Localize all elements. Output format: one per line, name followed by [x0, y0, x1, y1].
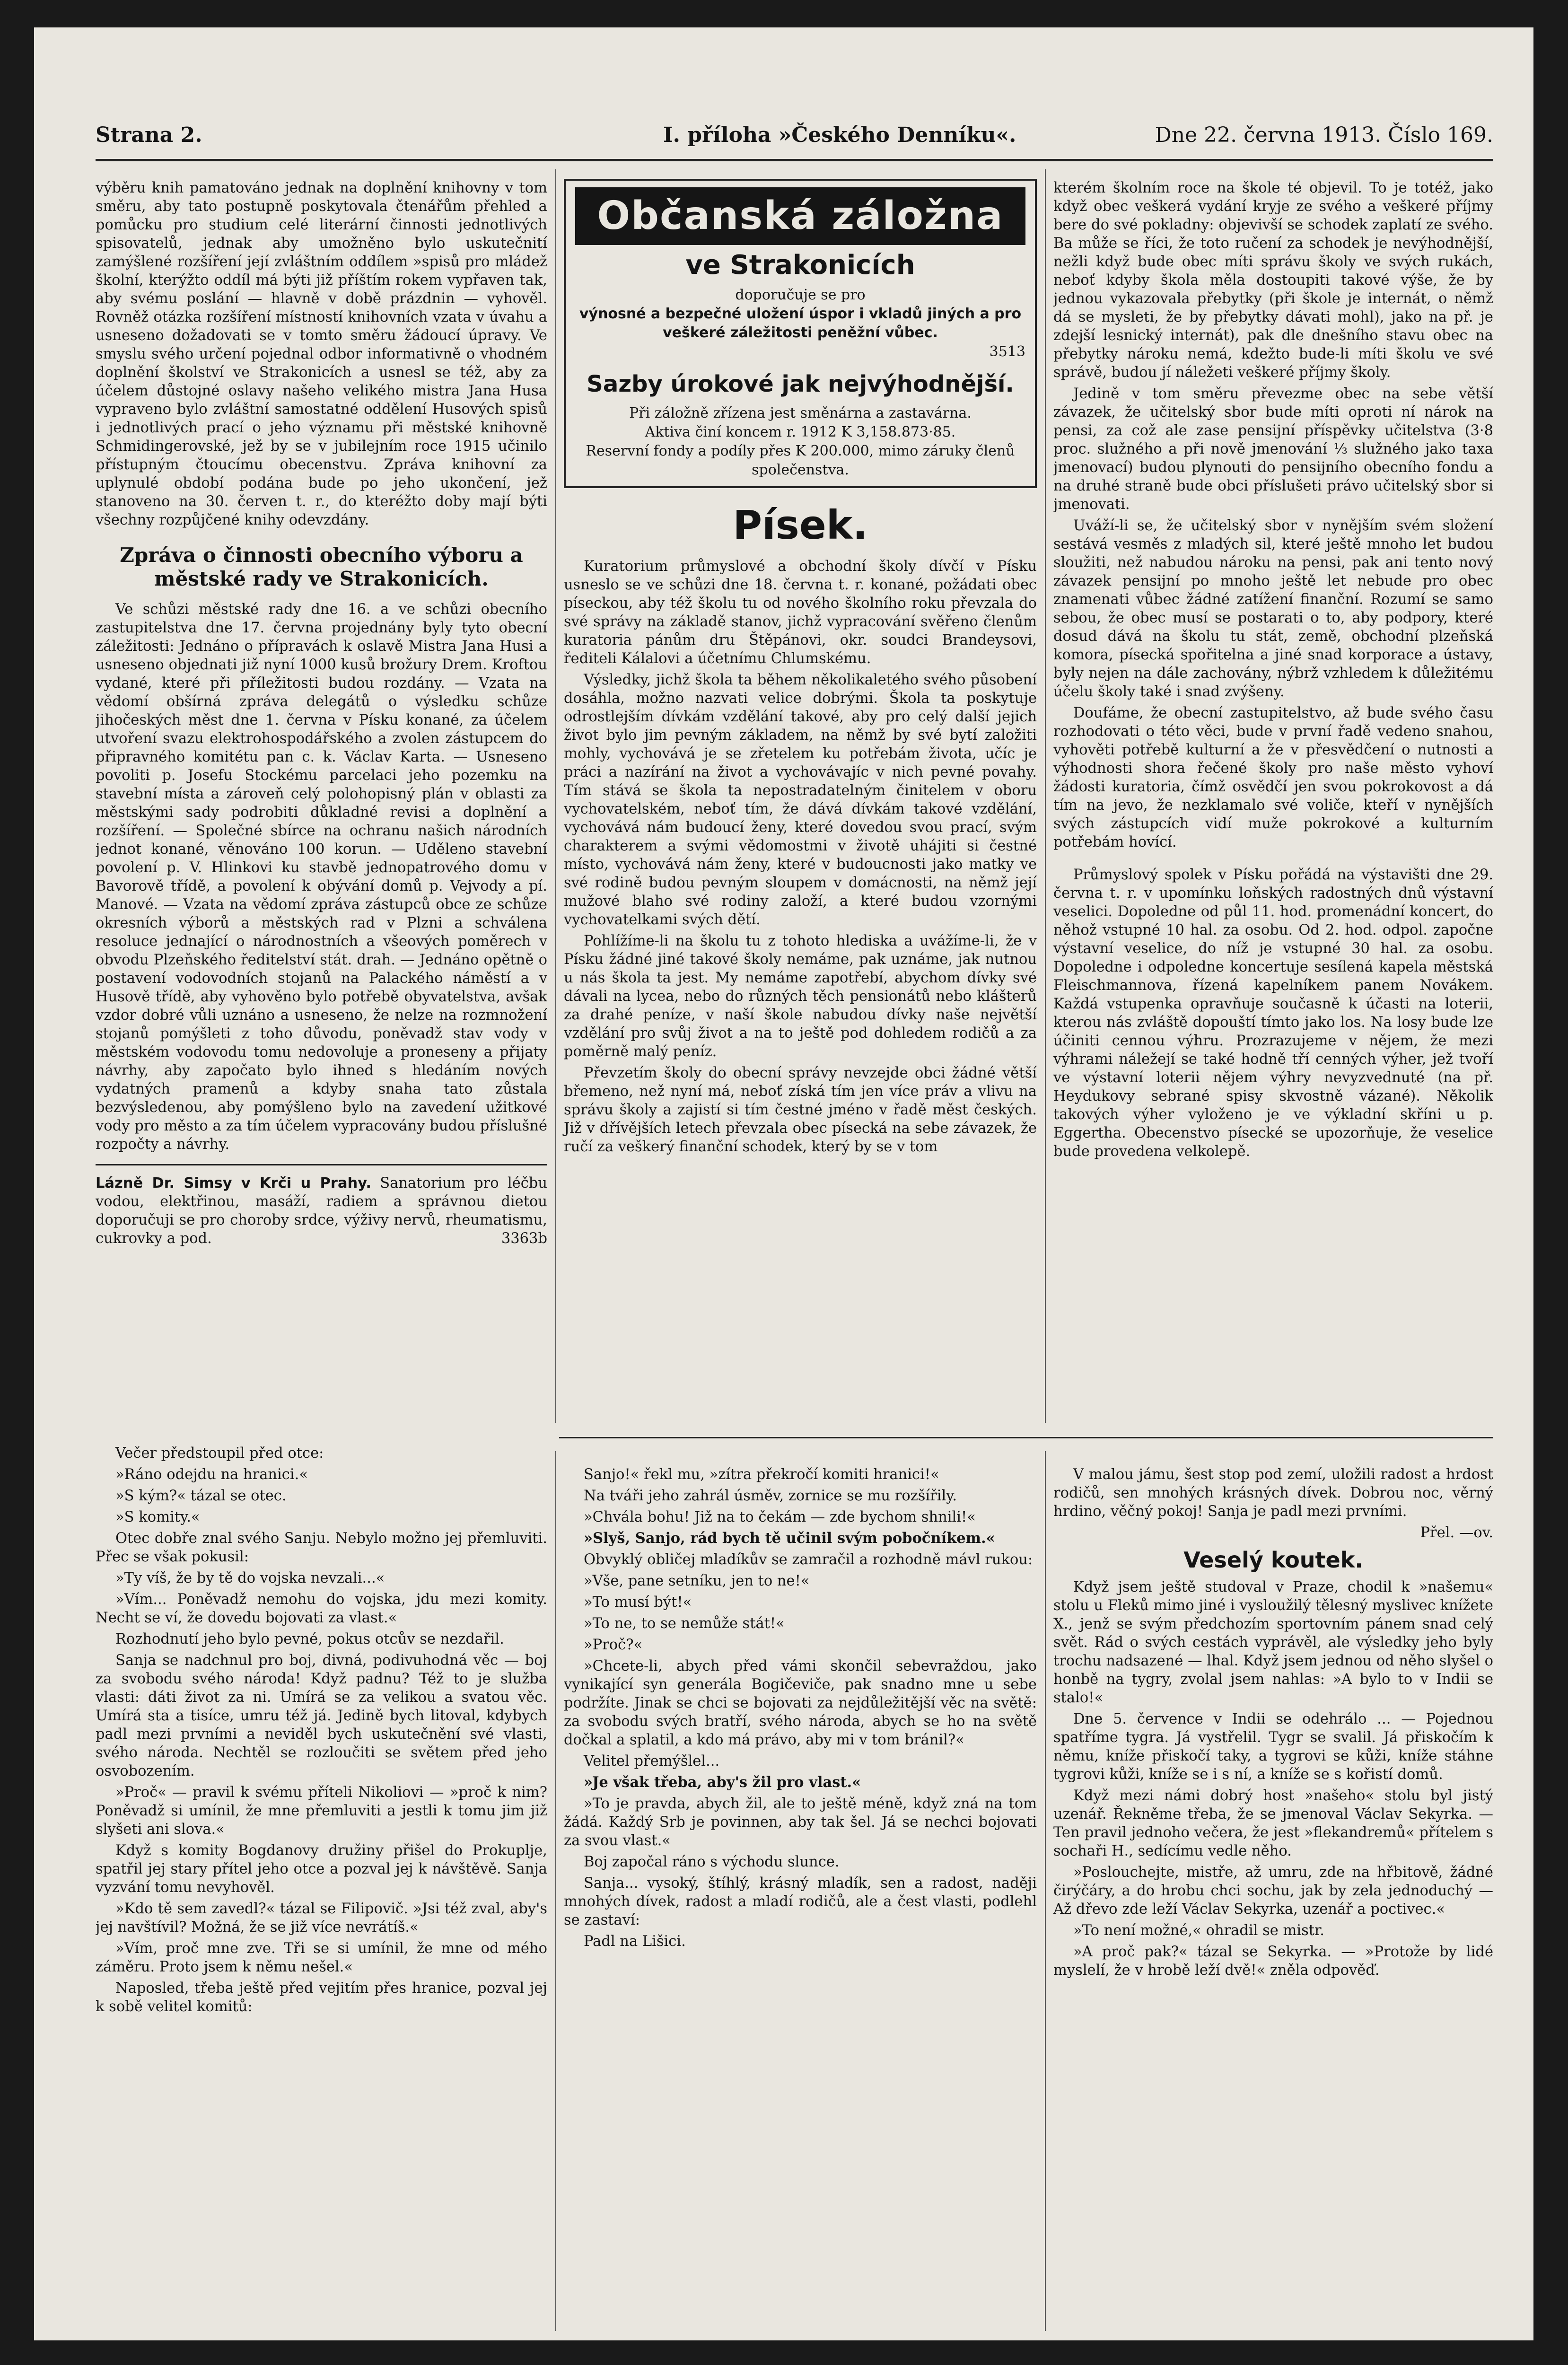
- page-number: Strana 2.: [96, 123, 202, 147]
- issue-date: Dne 22. června 1913. Číslo 169.: [1155, 123, 1493, 147]
- zalozna-ad-line: doporučuje se pro: [735, 287, 866, 303]
- zalozna-ad-subtitle: ve Strakonicích: [685, 250, 915, 280]
- anecdote-text: »Poslouchejte, mistře, až umru, zde na hřbitově, žádné čirýčáry, a do hrobu chci sochu, jak by zela jednoduchý — Až dřevo zde leží Václav Sekyrka, uzenář a poctivec.«: [1053, 1864, 1493, 1918]
- lazne-ad-code: 3363b: [501, 1230, 547, 1247]
- story-text: »Vše, pane setníku, jen to ne!«: [584, 1573, 810, 1589]
- story-text: Naposled, třeba ještě před vejitím přes hranice, pozval jej k sobě velitel komitů:: [96, 1980, 547, 2015]
- zalozna-ad: [564, 179, 1037, 488]
- story-text: »Chcete-li, abych před vámi skončil sebevraždou, jako vynikající syn generála Bogičeviče, pak snadno mne u sebe podržíte. Jinak se chci se bojovati za nejdůležitější věc na světě: za svobodu svých bratří, svého národa, abych se ho na světě dočkal a splatil, a kdo má právo, aby mi v tom bránil?«: [564, 1658, 1037, 1748]
- anecdote-text: »To není možné,« ohradil se mistr.: [1073, 1922, 1324, 1939]
- story-text: »Slyš, Sanjo, rád bych tě učinil svým pobočníkem.«: [584, 1530, 995, 1547]
- prumyslovy-spolek-text: Průmyslový spolek v Písku pořádá na výstavišti dne 29. června t. r. v upomínku loňských radostných dnů výstavní veselici. Dopoledne od půl 11. hod. promenádní koncert, do něhož vstupné 10 hal. za osobu. Od 2. hod. odpol. započne výstavní veselice, do níž je vstupné 30 hal. za osobu. Dopoledne i odpoledne koncertuje sesílená kapela městská Fleischmannova, řízená kapelníkem panem Novákem. Každá vstupenka opravňuje současně k účasti na loterii, kterou nás zvláště dopouští tímto jako los. Na losy bude lze účiniti cennou výhru. Prozrazujeme v nějem, že mezi výhrami náležejí se také hodně tří cenných výher, jež tvoří ve výstavní loterii nějem výhry nevyzvednuté (na př. Heydukovy sebrané spisy skvostně vázané). Několik takových výher vyloženo je ve výkladní skříni u p. Eggertha. Obecenstvo písecké se upozorňuje, že veselice bude provedena velkolepě.: [1053, 867, 1493, 1160]
- story-text: »Kdo tě sem zavedl?« tázal se Filipovič. »Jsi též zval, aby's jej navštívil? Možná, že se již více nevrátíš.«: [96, 1901, 547, 1936]
- lazne-ad-text: Sanatorium pro léčbu vodou, elektřinou, masáží, radiem a správnou dietou doporučuji se pro choroby srdce, výživy nervů, rheumatismu, cukrovky a pod.: [96, 1175, 547, 1247]
- newspaper-page: [34, 27, 1533, 2340]
- zalozna-ad-rates: Sazby úrokové jak nejvýhodnější.: [587, 371, 1014, 397]
- story-text: »To ne, to se nemůže stát!«: [584, 1615, 785, 1632]
- story-text: »Vím... Poněvadž nemohu do vojska, jdu mezi komity. Necht se ví, že dovedu bojovati za vlast.«: [96, 1591, 547, 1626]
- pisek-article-text: Převzetím školy do obecní správy nevzejde obci žádné větší břemeno, než nyní má, neboť získá tím jen více práv a vlivu na správu školy a zajistí si tím čestné jméno v řadě měst českých. Již v dřívějších letech převzala obec písecká na sebe závazek, že ručí za veškerý finanční schodek, který by se v tom: [564, 1065, 1037, 1155]
- story-text: Na tváři jeho zahrál úsměv, zornice se mu rozšířily.: [584, 1488, 957, 1504]
- pisek-heading: Písek.: [733, 502, 868, 548]
- pisek-article-continued: Uváží-li se, že učitelský sbor v nynějším svém složení sestává vesměs z mladých sil, které ještě mnoho let budou sloužiti, než nabudou nároku na pensi, pak ani tento nový závazek pensijní po mnoho ještě let nebude pro obec znamenati vůbec žádné zatížení finanční. Rozumí se samo sebou, že obec musí se postarati o to, aby podpory, které dosud dává na školu tu stát, země, obchodní plzeňská komora, písecká spořitelna a jiné snad korporace a ústavy, byly nejen na dále zachovány, nýbrž vzhledem k důležitému účelu školy také i snad zvýšeny.: [1053, 517, 1493, 700]
- zalozna-ad-line: Reservní fondy a podíly přes K 200.000, mimo záruky členů společenstva.: [586, 443, 1015, 478]
- feuilleton-column-2: [564, 1465, 1037, 2331]
- zalozna-ad-line: Při záložně zřízena jest směnárna a zastavárna.: [629, 405, 972, 421]
- story-text: »S kým?« tázal se otec.: [115, 1488, 287, 1504]
- supplement-title: I. příloha »Českého Denníku«.: [663, 123, 1016, 147]
- story-text: »Chvála bohu! Již na to čekám — zde bychom shnili!«: [584, 1509, 976, 1525]
- anecdote-text: Dne 5. července v Indii se odehrálo ... — Pojednou spatříme tygra. Já vystřelil. Tygr se svalil. Já přiskočím k němu, kníže přiskočí taky, a tygrovi se kůži, kníže stáhne tygrovi kůži, kníže se i s ní, a kníže se s kořistí domů.: [1053, 1711, 1493, 1783]
- lazne-ad-title: Lázně Dr. Simsy v Krči u Prahy.: [96, 1175, 371, 1191]
- zalozna-ad-line: Aktiva činí koncem r. 1912 K 3,158.873·85.: [645, 424, 956, 440]
- story-text: Velitel přemýšlel...: [584, 1753, 720, 1769]
- page-header: [96, 117, 1493, 155]
- story-text: Obvyklý obličej mladíkův se zamračil a rozhodně mávl rukou:: [584, 1551, 1033, 1568]
- anecdote-text: »A proč pak?« tázal se Sekyrka. — »Protože by lidé myslelí, že v hrobě leží dvě!« zněla odpověď.: [1053, 1944, 1493, 1979]
- story-ending: V malou jámu, šest stop pod zemí, uložili radost a hrdost rodičů, sen mnohých krásných dívek. Dobrou noc, věrný hrdino, věčný pokoj! Sanja je padl mezi prvními.: [1053, 1466, 1493, 1520]
- story-text: »Proč« — pravil k svému příteli Nikoliovi — »proč k nim? Poněvadž si umínil, že mne přemluviti a jestli k tomu jim již slyšeti ani slova.«: [96, 1784, 547, 1838]
- story-text: »S komity.«: [115, 1509, 200, 1525]
- story-text: Sanjo!« řekl mu, »zítra překročí komiti hranici!«: [584, 1466, 939, 1483]
- story-text: Večer předstoupil před otce:: [115, 1445, 324, 1462]
- pisek-article-text: Kuratorium průmyslové a obchodní školy dívčí v Písku usneslo se ve schůzi dne 18. června t. r. konané, požádati obec píseckou, aby též školu tu od nového školního roku převzala do své správy na základě stanov, jichž vypracování svěřeno členům kuratoria pánům dru Štěpánovi, okr. soudci Brandeysovi, řediteli Kálalovi a účetnímu Chlumskému.: [564, 558, 1037, 667]
- zalozna-ad-line: výnosné a bezpečné uložení úspor i vkladů jiných a pro veškeré záležitosti peněžní vůbec.: [579, 306, 1022, 341]
- anecdote-text: Když mezi námi dobrý host »našeho« stolu byl jistý uzenář. Řekněme třeba, že se jmenoval Václav Sekyrka. — Ten pravil jednoho večera, že jest »flekandremů« přítelem s sochaři H., sedícímu vedle něho.: [1053, 1787, 1493, 1859]
- column-2: [564, 179, 1037, 1159]
- story-text: »Proč?«: [584, 1637, 643, 1653]
- story-text: Boj započal ráno s východu slunce.: [584, 1854, 840, 1870]
- column-1: [96, 179, 547, 1413]
- council-report-heading: Zpráva o činnosti obecního výboru a městské rady ve Strakonicích.: [120, 543, 523, 590]
- anecdote-text: Když jsem ještě studoval v Praze, chodil k »našemu« stolu u Fleků mimo jiné i vysloužilý tělesný myslivec knížete X., jenž se svým předchozím sportovním pánem snad celý svět. Rád o svých cestách vyprávěl, ale výsledky jeho byly trochu nadsazené — lhal. Když jsem jednou od něho slyšel o honbě na tygry, zvolal jsem nahlas: »A bylo to v Indii se stalo!«: [1053, 1579, 1493, 1706]
- council-report-text: Ve schůzi městské rady dne 16. a ve schůzi obecního zastupitelstva dne 17. června projednány byly tyto obecní záležitosti: Jednáno o přípravách k oslavě Mistra Jana Husi a usneseno objednati již nyní 1000 kusů brožury Drem. Kroftou vydané, které při příležitosti budou rozdány. — Vzata na vědomí obšírná zpráva delegátů o výsledku schůze jihočeských měst dne 1. června v Písku konané, za účelem utvoření svazu elektrohospodářského a zvolen zástupcem do připravného komitétu pan c. k. Václav Karta. — Usneseno povoliti p. Josefu Stockému parcelaci jeho pozemku na stavební místa a zároveň celý polohopisný plán v oblasti za městskými sady podrobiti důkladné revisi a doplnění a rozšíření. — Společné sbírce na ochranu našich národních jednot konané, věnováno 100 korun. — Uděleno stavební povolení p. V. Hlinkovi ku stavbě jednopatrového domu v Bavorově třídě, a povolení k obývání domů p. Vejvody a pí. Manové. — Vzata na vědomí zpráva zástupců obce ze schůze okresních výborů a městských rad v Plzni a schválena resoluce jednající o národnostních a všeových poměrech v obvodu Plzeňského ředitelství stát. drah. — Jednáno opětně o postavení vodovodních stojanů na Palackého náměstí a v Husově třídě, aby vyhověno bylo potřebě obyvatelstva, avšak vzdor dobré vůli uznáno a usneseno, že nelze na rozmnožení stojanů pomýšleti z toho důvodu, poněvadž stav vody v městském vodovodu tomu nedovoluje a proneseny a přijaty návrhy, aby započato bylo ihned s hledáním nových vydatných pramenů a kdyby snaha tato zůstala bezvýsledenou, aby pomýšleno bylo na zavedení užitkové vody pro město a za tím účelem vypracovány budou příslušné rozpočty a návrhy.: [96, 601, 547, 1153]
- zalozna-ad-code: 3513: [989, 343, 1025, 360]
- story-text: »Ty víš, že by tě do vojska nevzali...«: [115, 1570, 385, 1586]
- story-text: »To musí být!«: [584, 1594, 692, 1611]
- story-text: Sanja se nadchnul pro boj, divná, podivuhodná věc — boj za svobodu svého národa! Když padnu? Též to je služba vlasti: dáti život za ni. Umírá se za velikou a svatou věc. Umírá sta a tisíce, umru též já. Jedině bych litoval, kdybych padl mezi prvními a neviděl bych uskutečnění své vlasti, svého národa. Nechtěl se rozloučiti se světem před jeho osvobozením.: [96, 1652, 547, 1779]
- pisek-article-continued: kterém školním roce na škole té objevil. To je totéž, jako když obec veškerá vydání kryje ze svého a veškeré příjmy bere do své pokladny: objevivší se schodek zaplatí ze svého. Ba může se říci, že toto ručení za schodek je nevýhodnější, nežli když bude obec míti správu školy ve svých rukách, neboť kdyby škola měla dostoupiti takové výše, že by jednou vykazovala přebytky (při škole je internát, o němž dá se mysleti, že by přebytky dávati mohl), jako na př. je zdejší lesnický internát), pak dle dnešního stavu obec na přebytky nároku nemá, kdežto bude-li míti školu ve své správě, budou jí náležeti veškeré příjmy školy.: [1053, 180, 1493, 381]
- vesely-koutek-heading: Veselý koutek.: [1183, 1547, 1363, 1573]
- story-text: Sanja... vysoký, štíhlý, krásný mladík, sen a radost, naději mnohých dívek, radost a mladí rodičů, ale a čest vlasti, podlehl se zastaví:: [564, 1875, 1037, 1928]
- pisek-article-continued: Jedině v tom směru převezme obec na sebe větší závazek, že učitelský sbor bude míti oproti ní nárok na pensi, za což ale zase pensijní příspěvky učitelstva (3·8 proc. služného a při nově jmenování ⅓ služného jako taxa jmenovací) budou plynouti do pensijního obecního fondu a na druhé straně bude obci příslušeti právo učitelský sbor si jmenovati.: [1053, 385, 1493, 513]
- story-text: Padl na Lišici.: [584, 1933, 686, 1950]
- story-text: »To je pravda, abych žil, ale to ještě méně, když zná na tom žádá. Každý Srb je povinnen, aby tak šel. Já se nechci bojovati za svou vlast.«: [564, 1796, 1037, 1849]
- column-3: [1053, 179, 1493, 1413]
- translator-signature: Přel. —ov.: [1420, 1524, 1493, 1541]
- story-text: Rozhodnutí jeho bylo pevné, pokus otcův se nezdařil.: [115, 1631, 504, 1647]
- zalozna-ad-title: Občanská záložna: [575, 187, 1025, 245]
- pisek-article-text: Výsledky, jichž škola ta během několikaletého svého působení dosáhla, možno nazvati velice dobrými. Škola ta poskytuje odrostlejším dívkám vzdělání takové, aby pro celý další jejich život bylo jim pevným základem, na němž by své bytí založiti mohly, vychovává je se zřetelem ku potřebám života, učíc je práci a nazírání na život a vychovávajíc v nich pevné povahy. Tím stává se škola ta nepostradatelným činitelem v oboru vychovatelském, neboť tím, že dává dívkám takové vzdělání, vychovává nám budoucí ženy, které dovedou svou prací, svým charakterem a svými vědomostmi v životě uhájiti si čestné místo, vychovává nám ženy, které v budoucnosti jako matky ve své rodině budou pevným sloupem v domácnosti, na němž její mužové blaho své rodiny založí, a které budou vzornými vychovatelkami svých dětí.: [564, 672, 1037, 928]
- story-text: »Ráno odejdu na hranici.«: [115, 1466, 308, 1483]
- pisek-article-continued: Doufáme, že obecní zastupitelstvo, až bude svého času rozhodovati o této věci, bude v první řadě vedeno snahou, vyhověti potřebě kulturní a že v přesvědčení o nutnosti a výhodnosti shora řečené školy pro naše město vyhoví žádosti kuratoria, čímž osvědčí jen svou pokrokovost a dá tím na jevo, že nezklamalo své voliče, kteří v nynějších svých zástupcích vidí muže pokrokové a kulturním potřebám hovící.: [1053, 705, 1493, 850]
- feuilleton-rule: [559, 1437, 1493, 1438]
- feuilleton-column-1: [96, 1444, 547, 2333]
- column-separator: [555, 1451, 556, 2331]
- column-separator: [1045, 169, 1046, 1423]
- header-rule: [96, 159, 1493, 161]
- column-separator: [555, 169, 556, 1423]
- lazne-ad: [96, 1174, 547, 1248]
- story-text: Když s komity Bogdanovy družiny přišel do Prokuplje, spatřil jej stary přítel jeho otce a pozval jej k návštěvě. Sanja vyzvání tomu nevyhověl.: [96, 1842, 547, 1896]
- pisek-article-text: Pohlížíme-li na školu tu z tohoto hlediska a uvážíme-li, že v Písku žádné jiné takové školy nemáme, pak uznáme, jak nutnou u nás škola ta jest. My nemáme zapotřebí, abychom dívky své dávali na lycea, nebo do různých těch pensionátů nebo klášterů za drahé peníze, v naší škole nabudou dívky naše největší vzdělání pro svůj život a na to ještě pod dohledem rodičů a za poměrně malý peníz.: [564, 933, 1037, 1060]
- library-article-text: výběru knih pamatováno jednak na doplnění knihovny v tom směru, aby tato postupně poskytovala čtenářům přehled a pomůcku pro studium celé literární činnosti jednotlivých spisovatelů, jednak aby umožněno bylo uskutečnití zamýšlené rozšíření její zvláštním oddílem »spisů pro mládež školní, kterýžto oddíl má býti již příštím rokem vypřaven tak, aby svému poslání — hlavně v době prázdnin — vyhověl. Rovněž otázka rozšíření místností knihovních vzata v úvahu a usneseno dožadovati se v tomto směru žádoucí úpravy. Ve smyslu svého určení pojednal odbor informativně o vhodném doplnění školství ve Strakonicích a usnesl se též, aby za účelem důstojné oslavy našeho velikého mistra Jana Husa vypraveno bylo zvláštní samostatné oddělení Husových spisů i jednotlivých prací o jeho významu při městské knihovně Schmidingerovské, jež by se v jubilejním roce 1915 učinilo přístupným čtoucímu obecenstvu. Zpráva knihovní za uplynulé období podána bude po jeho ukončení, jež stanoveno na 30. červen t. r., do kteréžto doby mají býti všechny rozpůjčené knihy odevzdány.: [96, 180, 547, 528]
- story-text: »Vím, proč mne zve. Tři se si umínil, že mne od mého záměru. Proto jsem k němu nešel.«: [96, 1940, 547, 1975]
- story-text: »Je však třeba, aby's žil pro vlast.«: [584, 1774, 861, 1791]
- ad-rule: [96, 1164, 547, 1165]
- story-text: Otec dobře znal svého Sanju. Nebylo možno jej přemluviti. Přec se však pokusil:: [96, 1530, 547, 1565]
- column-separator: [1045, 1451, 1046, 2331]
- feuilleton-column-3: [1053, 1465, 1493, 2331]
